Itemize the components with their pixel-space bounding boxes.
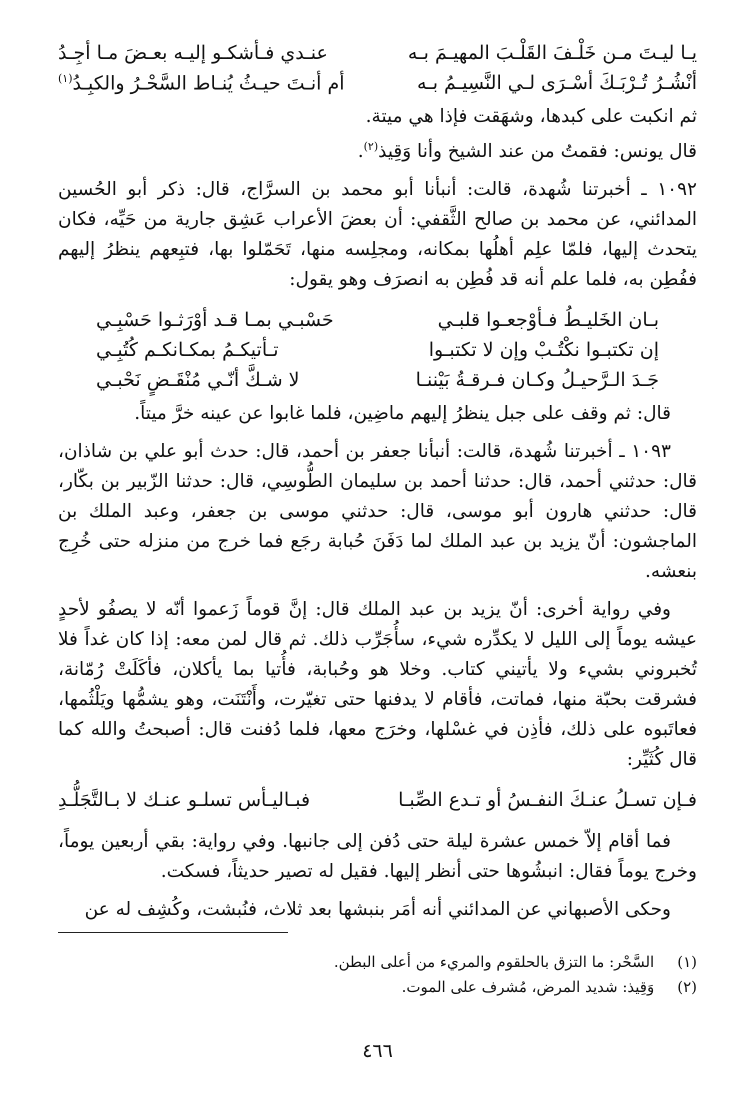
- footnote-ref: (٢): [363, 140, 379, 153]
- page-number: ٤٦٦: [362, 1040, 393, 1062]
- paragraph-sigh: ثم انكبت على كبدها، وشهَقت فإذا هي ميتة.: [365, 106, 697, 127]
- verse-line: [58, 789, 697, 819]
- paragraph-1093: ١٠٩٣ ـ أخبرتنا شُهدة، قالت: أنبأنا جعفر بن أحمد، قال: حدث أبو علي بن شاذان، قال: حدثني أحمد، قال: حدثنا أحمد بن سليمان الطُّوسِي، قال: حدثنا الزّبير بن بكّار، قال: حدثني هارون أبو موسى، قال: حدثني موسى بن جعفر، وعبد الملك بن الماجشون: أنّ يزيد بن عبد الملك لما دَفَنَ حُبابة رجَع فما خرج من منزله حتى خُرِج بنعشه.: [58, 441, 697, 583]
- verse-text: أم أنـتَ حيـثُ يُنـاط السَّحْـرُ والكبِـدُ: [72, 72, 345, 95]
- verse-hemistich-second: حَسْبـي بمـا قـد أوْرَثـوا حَسْبِـي: [96, 309, 334, 332]
- verse-hemistich-second: لا شـكَّ أنّـي مُنْقَـضٍ نَحْبـي: [96, 369, 300, 392]
- verse-hemistich-first: أنْشُـرُ تُـرْبَـكَ أسْـرَى لـي النَّسِيـمُ بـه: [416, 72, 697, 94]
- verse-hemistich-second: تـأتيكـمُ بمكـانكـم كُتُبِـي: [96, 339, 279, 362]
- footnote-text: وَقِيذ: شديد المرض، مُشرف على الموت.: [401, 978, 655, 996]
- verse-hemistich-first: جَـدَ الـرَّحيـلُ وكـان فـرقـةُ بَيْننـا: [415, 369, 659, 392]
- footnote-number: (٢): [677, 978, 697, 996]
- verse-hemistich-first: بـان الخَليـطُ فـأوْجعـوا قلبـي: [437, 309, 659, 332]
- paragraph-1092-end: قال: ثم وقف على جبل ينظرُ إليهم ماضِين، فلما غابوا عن عينه خرَّ ميتاً.: [134, 403, 671, 425]
- verse-line: [58, 339, 697, 369]
- verse-line: [58, 369, 697, 399]
- poem-1: [58, 42, 697, 102]
- verse-line: [58, 72, 697, 102]
- verse-hemistich-second: [58, 72, 345, 94]
- verse-line: [58, 42, 697, 72]
- poem-3: [58, 789, 697, 819]
- footnotes: [58, 950, 697, 1000]
- footnote-ref: (١): [58, 72, 73, 85]
- verse-line: [58, 309, 697, 339]
- paragraph-yunus: [58, 132, 697, 167]
- paragraph-end: .: [357, 141, 364, 163]
- footnote-number: (١): [677, 953, 697, 971]
- verse-hemistich-first: إن تكتبـوا نكْتُـبْ وإن لا تكتبـوا: [428, 339, 659, 362]
- verse-hemistich-first: يـا ليـتَ مـن خَلْـفَ القَلْـبَ المهيـمَ بـه: [407, 42, 697, 64]
- paragraph-text: قال يونس: فقمتُ من عند الشيخ وأنا وَقِيذ: [378, 141, 697, 163]
- verse-hemistich-second: عنـدي فـأشكـو إليـه بعـضَ مـا أجِـدُ: [58, 42, 328, 64]
- verse-hemistich-first: فـإن تسـلُ عنـكَ النفـسُ أو تـدع الصِّبـا: [398, 789, 697, 812]
- paragraph-other-narration: وفي رواية أخرى: أنّ يزيد بن عبد الملك قال: إنَّ قوماً زَعموا أنّه لا يصفُو لأحدٍ عيشه يوماً إلى الليل لا يكدِّره شيء، سأُجَرِّب ذلك. ثم قال لمن معه: إذا كان غداً فلا تُخبروني بشيء ولا يأتيني كتاب. وخلا هو وحُبابة، فأُتيا بما يأكلان، فأكَلَتْ رُمّانة، فشرقت بحبّة منها، فماتت، فأقام لا يدفنها حتى تغيّرت، وأَنْتَنَت، وهو يشمُّها ويَلْثُمها، فعاتَبوه على ذلك، فأذِن في غسْلها، وخرَج معها، فلما دُفنت قال: أصبحتُ والله كما قال كُثَيِّر:: [58, 599, 697, 771]
- footnote-divider: [58, 932, 288, 933]
- footnote-text: السَّحْر: ما التزق بالحلقوم والمريء من أعلى البطن.: [333, 953, 655, 971]
- verse-hemistich-second: فبـاليـأس تسلـو عنـك لا بـالتَّجَلُّـدِ: [58, 789, 311, 812]
- footnote: [58, 950, 697, 975]
- poem-2: [58, 309, 697, 399]
- footnote: [58, 975, 697, 1000]
- paragraph-1092: ١٠٩٢ ـ أخبرتنا شُهدة، قالت: أنبأنا أبو محمد بن السرَّاج، قال: ذكر أبو الحُسين المدائني، عن محمد بن صالح الثَّقفي: أن بعضَ الأعراب عَشِق جارية من حَيِّه، فكان يتحدث إليها، فلمّا علِم أهلُها بمكانه، ومجلِسه منها، تَحَمّلوا بها، فتبِعهم ينظرُ إليهم ففُطِن به، فلما علم أنه قد فُطِن به انصرَف وهو يقول:: [58, 179, 697, 291]
- paragraph-isfahani: وحكى الأصبهاني عن المدائني أنه أمَر بنبشها بعد ثلاث، فنُبشت، وكُشِف له عن: [84, 899, 671, 921]
- paragraph-stay: فما أقام إلاّ خمس عشرة ليلة حتى دُفن إلى جانبها. وفي رواية: بقي أربعين يوماً، وخرج يوماً فقال: انبشُوها حتى أنظر إليها. فقيل له تصير حديثاً، فسكت.: [58, 831, 697, 883]
